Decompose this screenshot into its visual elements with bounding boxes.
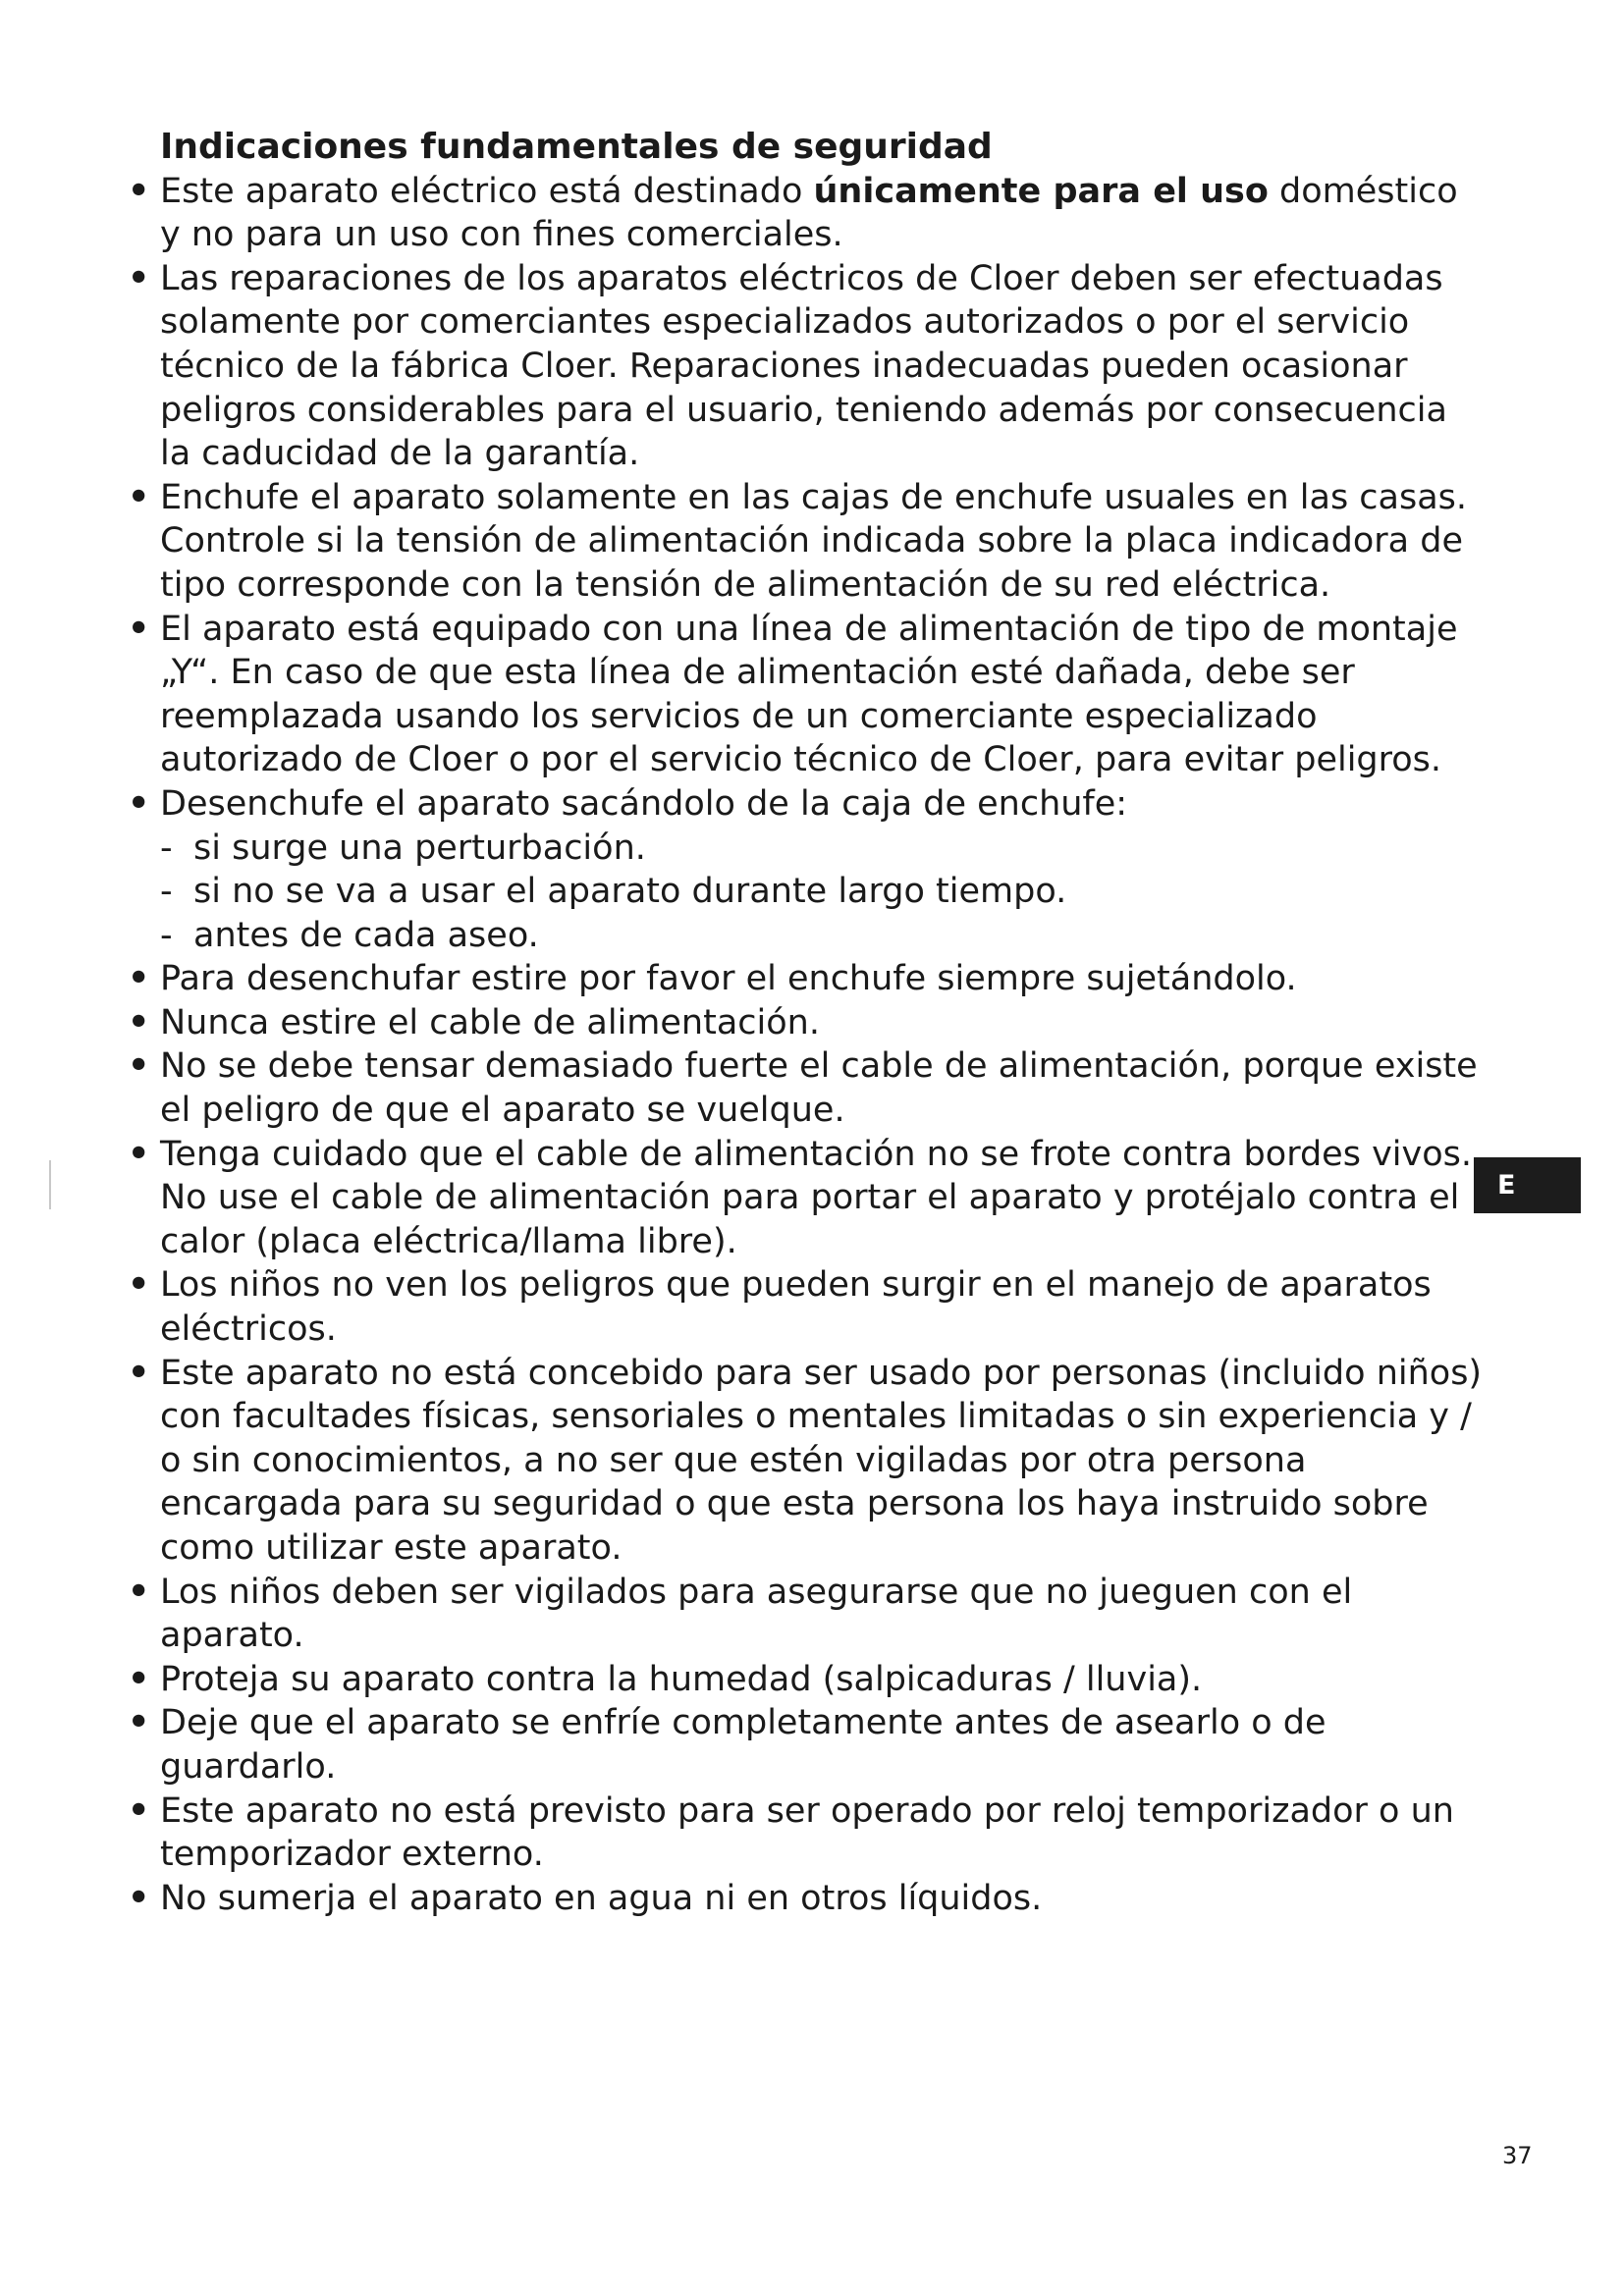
list-item (128, 1001, 1486, 1045)
bullet-icon: • (128, 171, 150, 211)
text-run: Este aparato eléctrico está destinado (160, 171, 814, 211)
list-item (128, 1701, 1486, 1789)
sub-list-item-text: antes de cada aseo. (193, 915, 539, 955)
safety-list (128, 170, 1486, 1921)
bullet-icon: • (128, 477, 150, 517)
list-item (128, 1352, 1486, 1571)
list-item-text: Enchufe el aparato solamente en las cajas de enchufe usuales en las casas. Controle si la tensión de alimentación indicada sobre la placa indicadora de tipo corresponde con la tensión de alimentación de su red eléctrica. (160, 477, 1468, 605)
bullet-icon: • (128, 1659, 150, 1699)
bullet-icon: • (128, 1002, 150, 1042)
language-tab: E (1474, 1157, 1581, 1213)
list-item-text (160, 172, 1458, 255)
bullet-icon: • (128, 258, 150, 298)
list-item (128, 1133, 1486, 1264)
bullet-icon: • (128, 1046, 150, 1087)
bullet-icon: • (128, 1572, 150, 1612)
list-item-text: Nunca estire el cable de alimentación. (160, 1002, 820, 1042)
dash-icon: - (160, 915, 173, 955)
list-item (128, 1263, 1486, 1351)
sub-list-item-text: si surge una perturbación. (193, 828, 646, 868)
sub-list-item (160, 914, 1486, 958)
bullet-icon: • (128, 1265, 150, 1306)
list-item-text: Los niños deben ser vigilados para asegurarse que no jueguen con el aparato. (160, 1572, 1353, 1656)
list-item-text: No sumerja el aparato en agua ni en otros líquidos. (160, 1878, 1043, 1918)
bullet-icon: • (128, 1353, 150, 1393)
safety-section (128, 126, 1486, 1920)
list-item (128, 1658, 1486, 1702)
list-item-text: Deje que el aparato se enfríe completamente antes de asearlo o de guardarlo. (160, 1703, 1326, 1787)
list-item (128, 1877, 1486, 1921)
sub-list-item (160, 827, 1486, 871)
bullet-icon: • (128, 959, 150, 999)
margin-mark (49, 1160, 51, 1209)
list-item-text: No se debe tensar demasiado fuerte el cable de alimentación, porque existe el peligro de que el aparato se vuelque. (160, 1046, 1478, 1131)
list-item-text: Este aparato no está previsto para ser operado por reloj temporizador o un temporizador externo. (160, 1790, 1454, 1875)
list-item-text: Desenchufe el aparato sacándolo de la caja de enchufe: (160, 783, 1128, 824)
dash-icon: - (160, 828, 173, 868)
bullet-icon: • (128, 783, 150, 824)
list-item-text: Los niños no ven los peligros que pueden surgir en el manejo de aparatos eléctricos. (160, 1265, 1432, 1350)
list-item (128, 782, 1486, 957)
list-item (128, 1044, 1486, 1132)
list-item-text: El aparato está equipado con una línea de alimentación de tipo de montaje „Y“. En caso de que esta línea de alimentación esté dañada, debe ser reemplazada usando los servicios de un comerciante especializado autorizado de Cloer o por el servicio técnico de Cloer, para evitar peligros. (160, 609, 1458, 780)
list-item-text: Para desenchufar estire por favor el enchufe siempre sujetándolo. (160, 959, 1297, 999)
list-item (128, 608, 1486, 782)
list-item-text: Tenga cuidado que el cable de alimentación no se frote contra bordes vivos. No use el cable de alimentación para portar el aparato y protéjalo contra el calor (placa eléctrica/llama libre). (160, 1134, 1472, 1261)
list-item-text: Las reparaciones de los aparatos eléctricos de Cloer deben ser efectuadas solamente por comerciantes especializados autorizados o por el servicio técnico de la fábrica Cloer. Reparaciones inadecuadas pueden ocasionar peligros considerables para el usuario, teniendo además por consecuencia la caducidad de la garantía. (160, 258, 1447, 474)
bullet-icon: • (128, 1878, 150, 1918)
list-item (128, 257, 1486, 476)
list-item (128, 476, 1486, 608)
dash-icon: - (160, 872, 173, 912)
list-item (128, 1571, 1486, 1658)
text-run: doméstico y no para un uso con fines comerciales. (160, 171, 1458, 255)
list-item (128, 1789, 1486, 1877)
emphasis-text: únicamente para el uso (813, 171, 1269, 211)
page-number: 37 (1502, 2142, 1533, 2169)
bullet-icon: • (128, 1703, 150, 1743)
section-heading: Indicaciones fundamentales de seguridad (160, 127, 993, 167)
list-item-text: Este aparato no está concebido para ser usado por personas (incluido niños) con facultades físicas, sensoriales o mentales limitadas o sin experiencia y / o sin conocimientos, a no ser que estén vigiladas por otra persona encargada para su seguridad o que esta persona los haya instruido sobre como utilizar este aparato. (160, 1353, 1483, 1568)
sub-list-item-text: si no se va a usar el aparato durante largo tiempo. (193, 872, 1067, 912)
list-item-text: Proteja su aparato contra la humedad (salpicaduras / lluvia). (160, 1659, 1203, 1699)
bullet-icon: • (128, 609, 150, 649)
sub-list-item (160, 870, 1486, 914)
bullet-icon: • (128, 1134, 150, 1174)
bullet-icon: • (128, 1790, 150, 1831)
list-item (128, 957, 1486, 1001)
list-item (128, 170, 1486, 257)
